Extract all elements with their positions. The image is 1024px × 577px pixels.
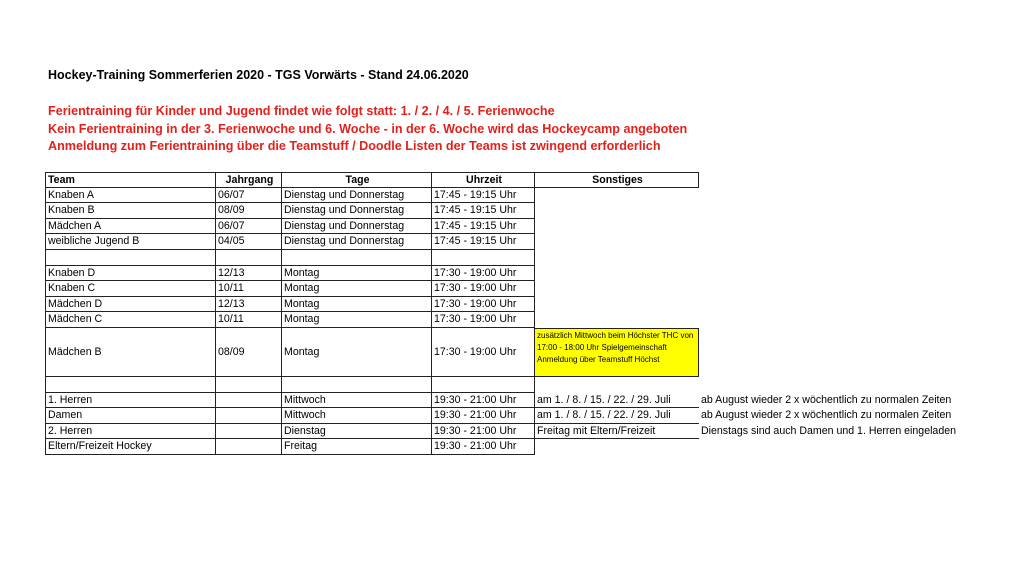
empty-cell — [281, 250, 431, 266]
cell-team: 2. Herren — [45, 424, 215, 440]
cell-team: Damen — [45, 408, 215, 424]
cell-extra: ab August wieder 2 x wöchentlich zu normalen Zeiten — [701, 393, 952, 406]
cell-sonstiges — [534, 234, 699, 250]
cell-jahrgang: 10/11 — [215, 281, 281, 297]
cell-tage: Dienstag und Donnerstag — [281, 203, 431, 219]
cell-sonstiges — [534, 312, 699, 328]
cell-sonstiges — [534, 439, 699, 455]
empty-cell — [45, 250, 215, 266]
cell-sonstiges — [534, 203, 699, 219]
cell-team: Mädchen C — [45, 312, 215, 328]
empty-cell — [215, 250, 281, 266]
empty-cell — [45, 377, 215, 393]
empty-cell — [215, 377, 281, 393]
cell-tage: Montag — [281, 328, 431, 377]
cell-uhrzeit: 19:30 - 21:00 Uhr — [431, 424, 534, 440]
cell-team: Knaben D — [45, 266, 215, 282]
cell-uhrzeit: 17:45 - 19:15 Uhr — [431, 203, 534, 219]
cell-jahrgang — [215, 408, 281, 424]
cell-sonstiges — [534, 219, 699, 235]
cell-tage: Mittwoch — [281, 408, 431, 424]
cell-team: Mädchen D — [45, 297, 215, 313]
highlight-note: zusätzlich Mittwoch beim Höchster THC von 17:00 - 18:00 Uhr Spielgemeinschaft Anmeldung über Teamstuff Höchst — [534, 328, 699, 377]
cell-jahrgang: 08/09 — [215, 203, 281, 219]
cell-team: Knaben B — [45, 203, 215, 219]
cell-uhrzeit: 17:30 - 19:00 Uhr — [431, 281, 534, 297]
cell-extra: Dienstags sind auch Damen und 1. Herren eingeladen — [701, 424, 957, 437]
note-line: Kein Ferientraining in der 3. Ferienwoche und 6. Woche - in der 6. Woche wird das Hockeycamp angeboten — [48, 121, 688, 136]
cell-uhrzeit: 17:30 - 19:00 Uhr — [431, 328, 534, 377]
cell-sonstiges — [534, 297, 699, 313]
cell-uhrzeit: 17:30 - 19:00 Uhr — [431, 297, 534, 313]
cell-team: Eltern/Freizeit Hockey — [45, 439, 215, 455]
cell-tage: Montag — [281, 297, 431, 313]
cell-jahrgang: 06/07 — [215, 219, 281, 235]
cell-sonstiges — [534, 266, 699, 282]
cell-jahrgang: 10/11 — [215, 312, 281, 328]
cell-jahrgang: 04/05 — [215, 234, 281, 250]
cell-tage: Freitag — [281, 439, 431, 455]
cell-uhrzeit: 17:45 - 19:15 Uhr — [431, 234, 534, 250]
cell-tage: Montag — [281, 266, 431, 282]
cell-uhrzeit: 17:45 - 19:15 Uhr — [431, 188, 534, 204]
cell-jahrgang — [215, 424, 281, 440]
cell-uhrzeit: 17:30 - 19:00 Uhr — [431, 266, 534, 282]
empty-cell — [431, 377, 534, 393]
page-title: Hockey-Training Sommerferien 2020 - TGS Vorwärts - Stand 24.06.2020 — [48, 68, 469, 82]
cell-sonstiges — [534, 188, 699, 204]
cell-uhrzeit: 19:30 - 21:00 Uhr — [431, 439, 534, 455]
cell-sonstiges: Freitag mit Eltern/Freizeit — [534, 424, 699, 440]
notes-block — [48, 103, 687, 156]
cell-uhrzeit: 19:30 - 21:00 Uhr — [431, 408, 534, 424]
header-tage: Tage — [281, 172, 431, 188]
cell-tage: Montag — [281, 312, 431, 328]
note-line: Ferientraining für Kinder und Jugend findet wie folgt statt: 1. / 2. / 4. / 5. Ferienwoche — [48, 104, 555, 118]
cell-tage: Dienstag und Donnerstag — [281, 219, 431, 235]
cell-sonstiges: am 1. / 8. / 15. / 22. / 29. Juli — [534, 393, 699, 409]
header-team: Team — [45, 172, 215, 188]
cell-uhrzeit: 19:30 - 21:00 Uhr — [431, 393, 534, 409]
empty-cell — [534, 250, 699, 266]
cell-jahrgang: 12/13 — [215, 266, 281, 282]
cell-team: Mädchen A — [45, 219, 215, 235]
cell-tage: Dienstag und Donnerstag — [281, 234, 431, 250]
cell-tage: Mittwoch — [281, 393, 431, 409]
cell-sonstiges: am 1. / 8. / 15. / 22. / 29. Juli — [534, 408, 699, 424]
cell-tage: Dienstag — [281, 424, 431, 440]
cell-team: 1. Herren — [45, 393, 215, 409]
cell-jahrgang: 08/09 — [215, 328, 281, 377]
cell-team: Mädchen B — [45, 328, 215, 377]
header-jahrgang: Jahrgang — [215, 172, 281, 188]
empty-cell — [534, 377, 699, 393]
cell-team: weibliche Jugend B — [45, 234, 215, 250]
cell-team: Knaben C — [45, 281, 215, 297]
cell-uhrzeit: 17:30 - 19:00 Uhr — [431, 312, 534, 328]
empty-cell — [281, 377, 431, 393]
cell-jahrgang — [215, 393, 281, 409]
cell-sonstiges — [534, 281, 699, 297]
header-sonstiges: Sonstiges — [534, 172, 699, 188]
cell-tage: Montag — [281, 281, 431, 297]
cell-uhrzeit: 17:45 - 19:15 Uhr — [431, 219, 534, 235]
header-uhrzeit: Uhrzeit — [431, 172, 534, 188]
cell-extra: ab August wieder 2 x wöchentlich zu normalen Zeiten — [701, 409, 952, 422]
cell-jahrgang — [215, 439, 281, 455]
cell-team: Knaben A — [45, 188, 215, 204]
cell-jahrgang: 12/13 — [215, 297, 281, 313]
empty-cell — [431, 250, 534, 266]
cell-tage: Dienstag und Donnerstag — [281, 188, 431, 204]
cell-jahrgang: 06/07 — [215, 188, 281, 204]
note-line: Anmeldung zum Ferientraining über die Teamstuff / Doodle Listen der Teams ist zwingend erforderlich — [48, 139, 661, 154]
